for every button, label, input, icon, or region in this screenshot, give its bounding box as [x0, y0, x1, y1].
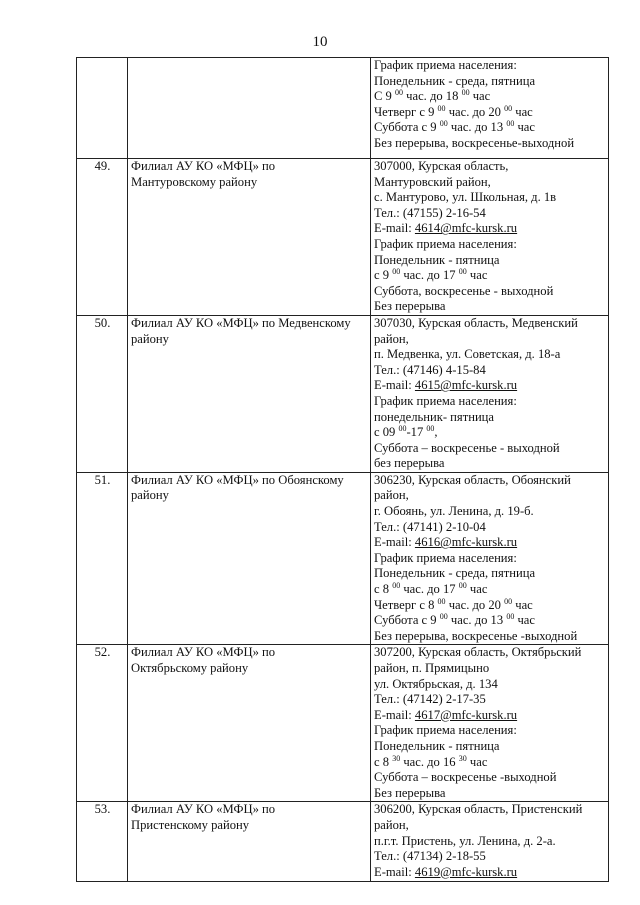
info-line	[374, 378, 606, 394]
info-text: час. до 20	[445, 104, 505, 119]
table-row	[77, 315, 609, 472]
info-line	[374, 89, 606, 105]
branch-name-cell	[128, 645, 371, 802]
info-line: 307200, Курская область, Октябрьский	[374, 645, 582, 660]
info-line	[374, 425, 606, 441]
info-line: Без перерыва, воскресенье -выходной	[374, 628, 578, 643]
info-text: E-mail:	[374, 378, 415, 393]
minutes-superscript: 00	[458, 580, 467, 590]
page-number: 10	[312, 34, 328, 50]
minutes-superscript: 00	[437, 103, 446, 113]
row-number: 52.	[77, 645, 128, 802]
info-line: район,	[374, 331, 409, 346]
info-line: ул. Октябрьская, д. 134	[374, 676, 498, 691]
info-line: с. Мантурово, ул. Школьная, д. 1в	[374, 190, 557, 205]
branch-name-line: Филиал АУ КО «МФЦ» по Медвенскому	[131, 315, 351, 330]
info-line: без перерыва	[374, 456, 445, 471]
minutes-superscript: 00	[504, 103, 513, 113]
branch-info-cell	[371, 315, 609, 472]
info-text: с 8	[374, 582, 393, 597]
info-line: Без перерыва, воскресенье-выходной	[374, 135, 575, 150]
info-text: E-mail:	[374, 221, 415, 236]
email-link[interactable]: 4614@mfc-kursk.ru	[414, 221, 518, 236]
row-number: 51.	[77, 472, 128, 645]
info-line: Понедельник - среда, пятница	[374, 566, 536, 581]
info-text: час	[512, 597, 533, 612]
minutes-superscript: 00	[426, 423, 435, 433]
branch-name-cell	[128, 472, 371, 645]
minutes-superscript: 00	[439, 119, 448, 129]
info-text: E-mail:	[374, 535, 415, 550]
table-row	[77, 58, 609, 159]
row-number: 49.	[77, 159, 128, 316]
info-text: ,	[434, 425, 438, 440]
branch-info-cell	[371, 645, 609, 802]
branch-info-cell	[371, 159, 609, 316]
info-line: График приема населения:	[374, 58, 517, 72]
row-number: 53.	[77, 802, 128, 882]
info-line: 307000, Курская область,	[374, 159, 509, 173]
info-line: 306230, Курская область, Обоянский	[374, 472, 571, 487]
info-line: График приема населения:	[374, 723, 517, 738]
branch-name-line: Пристенскому району	[131, 817, 250, 832]
info-text: час	[466, 268, 488, 283]
info-text: -17	[406, 425, 427, 440]
branch-table	[76, 57, 609, 882]
table-row	[77, 472, 609, 645]
email-link[interactable]: 4616@mfc-kursk.ru	[414, 535, 518, 550]
info-line	[374, 755, 606, 771]
info-text: час	[469, 89, 491, 104]
info-text: час	[514, 120, 535, 135]
minutes-superscript: 30	[458, 753, 467, 763]
branch-name-line: району	[131, 488, 169, 503]
info-line: Тел.: (47155) 2-16-54	[374, 205, 486, 220]
info-line: Понедельник - среда, пятница	[374, 73, 536, 88]
info-line: 306200, Курская область, Пристенский	[374, 802, 583, 817]
info-text: час	[514, 613, 535, 628]
minutes-superscript: 00	[504, 596, 513, 606]
row-number	[77, 58, 128, 159]
info-text: Суббота с 9	[374, 613, 440, 628]
info-text: час. до 13	[447, 613, 507, 628]
minutes-superscript: 00	[437, 596, 446, 606]
info-line: Понедельник - пятница	[374, 252, 500, 267]
info-text: час	[466, 754, 488, 769]
info-line: район, п. Прямицыно	[374, 661, 490, 675]
info-text: Четверг с 9	[374, 104, 438, 119]
info-line: Тел.: (47134) 2-18-55	[374, 849, 486, 864]
info-line	[374, 268, 606, 284]
info-line: район,	[374, 488, 409, 503]
info-line: Тел.: (47146) 4-15-84	[374, 362, 486, 377]
info-line: График приема населения:	[374, 236, 517, 251]
branch-name-cell	[128, 159, 371, 316]
email-link[interactable]: 4615@mfc-kursk.ru	[414, 378, 518, 393]
info-line: График приема населения:	[374, 393, 517, 408]
info-line: Понедельник - пятница	[374, 738, 500, 753]
info-line	[374, 582, 606, 598]
branch-name-line: Филиал АУ КО «МФЦ» по	[131, 802, 276, 817]
info-text: час. до 18	[403, 89, 462, 104]
info-line	[374, 221, 606, 237]
branch-name-line: Мантуровскому району	[131, 174, 258, 189]
info-line: Без перерыва	[374, 299, 446, 314]
branch-name-line: району	[131, 331, 169, 346]
branch-table-body	[77, 58, 609, 882]
info-line: Суббота – воскресенье -выходной	[374, 770, 557, 785]
info-line: Без перерыва	[374, 785, 446, 800]
minutes-superscript: 00	[461, 88, 470, 97]
info-line: Тел.: (47141) 2-10-04	[374, 519, 486, 534]
info-line	[374, 120, 606, 136]
info-line	[374, 613, 606, 629]
info-line: График приема населения:	[374, 550, 517, 565]
info-text: час. до 16	[400, 754, 459, 769]
info-line: район,	[374, 817, 409, 832]
info-text: час. до 13	[447, 120, 507, 135]
info-line: 307030, Курская область, Медвенский	[374, 315, 578, 330]
info-text: с 8	[374, 754, 393, 769]
info-text: E-mail:	[374, 707, 415, 722]
branch-info-cell	[371, 472, 609, 645]
info-text: Четверг с 8	[374, 597, 438, 612]
table-row	[77, 645, 609, 802]
info-text: час	[512, 104, 533, 119]
table-row	[77, 159, 609, 316]
info-text: Суббота с 9	[374, 120, 440, 135]
branch-name-line: Октябрьскому району	[131, 661, 249, 675]
info-line	[374, 708, 606, 724]
minutes-superscript: 00	[398, 423, 407, 433]
info-text: с 09	[374, 425, 399, 440]
branch-name-line: Филиал АУ КО «МФЦ» по Обоянскому	[131, 472, 344, 487]
minutes-superscript: 00	[392, 266, 401, 276]
branch-name-cell	[128, 315, 371, 472]
info-text: С 9	[374, 89, 395, 104]
info-text: час. до 17	[400, 268, 459, 283]
info-line: Тел.: (47142) 2-17-35	[374, 692, 486, 707]
info-line	[374, 598, 606, 614]
info-line: Суббота – воскресенье - выходной	[374, 440, 560, 455]
minutes-superscript: 00	[506, 612, 515, 622]
info-line: п. Медвенка, ул. Советская, д. 18-а	[374, 347, 561, 362]
row-number: 50.	[77, 315, 128, 472]
info-line: п.г.т. Пристень, ул. Ленина, д. 2-а.	[374, 833, 556, 848]
branch-name-line: Филиал АУ КО «МФЦ» по	[131, 645, 276, 660]
email-link[interactable]: 4619@mfc-kursk.ru	[414, 864, 518, 879]
branch-name-cell	[128, 58, 371, 159]
minutes-superscript: 30	[392, 753, 401, 763]
minutes-superscript: 00	[439, 612, 448, 622]
email-link[interactable]: 4617@mfc-kursk.ru	[414, 707, 518, 722]
info-text: E-mail:	[374, 864, 415, 879]
info-line	[374, 865, 606, 881]
info-line: понедельник- пятница	[374, 409, 495, 424]
table-row	[77, 802, 609, 882]
info-line: Суббота, воскресенье - выходной	[374, 283, 554, 298]
info-text: час. до 17	[400, 582, 459, 597]
info-line: г. Обоянь, ул. Ленина, д. 19-б.	[374, 504, 534, 519]
minutes-superscript: 00	[395, 88, 403, 97]
branch-name-line: Филиал АУ КО «МФЦ» по	[131, 159, 276, 173]
info-text: час	[466, 582, 488, 597]
branch-info-cell	[371, 802, 609, 882]
info-line	[374, 535, 606, 551]
info-text: с 9	[374, 268, 393, 283]
minutes-superscript: 00	[458, 266, 467, 276]
info-line: Мантуровский район,	[374, 174, 491, 189]
info-line	[374, 105, 606, 121]
info-text: час. до 20	[445, 597, 505, 612]
branch-info-cell	[371, 58, 609, 159]
minutes-superscript: 00	[392, 580, 401, 590]
branch-name-cell	[128, 802, 371, 882]
minutes-superscript: 00	[506, 119, 515, 129]
